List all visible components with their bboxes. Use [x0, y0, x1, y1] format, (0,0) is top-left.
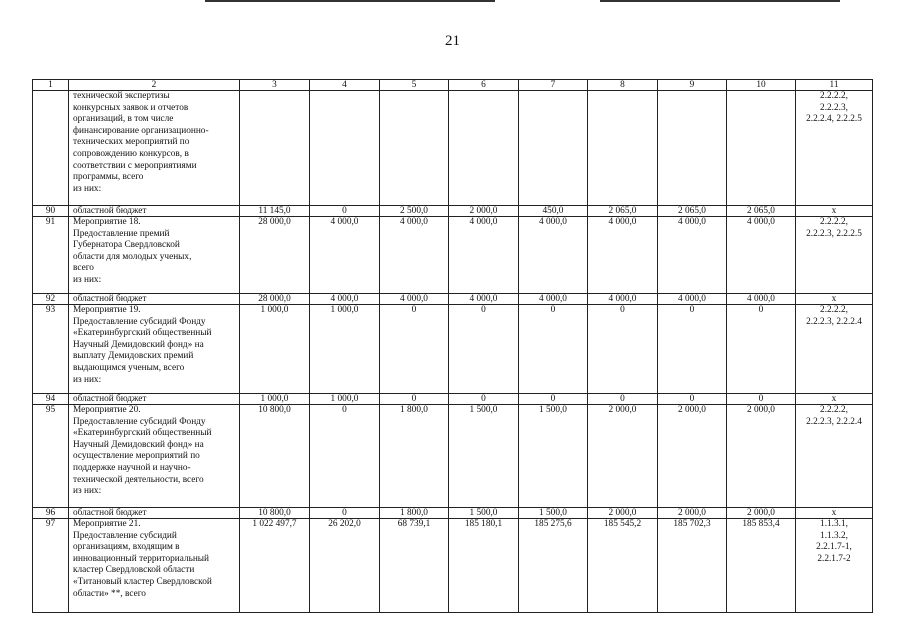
amount-cell-col-4: 0 [310, 206, 380, 217]
amount-cell-col-4 [310, 91, 380, 206]
row-description: областной бюджет [69, 508, 240, 519]
table-row [33, 217, 873, 294]
row-number: 92 [33, 294, 69, 305]
amount-cell-col-7 [519, 91, 588, 206]
amount-cell-col-6: 2 000,0 [449, 206, 519, 217]
amount-cell-col-3: 10 800,0 [240, 405, 310, 508]
amount-cell-col-9: 0 [658, 305, 727, 394]
amount-cell-col-7: 4 000,0 [519, 294, 588, 305]
amount-cell-col-4: 1 000,0 [310, 394, 380, 405]
top-rule-right [600, 0, 840, 2]
amount-cell-col-9: 185 702,3 [658, 519, 727, 613]
amount-cell-col-8: 2 065,0 [588, 206, 658, 217]
row-number: 97 [33, 519, 69, 613]
target-codes: 2.2.2.2, 2.2.2.3, 2.2.2.5 [796, 217, 873, 294]
amount-cell-col-9: 4 000,0 [658, 217, 727, 294]
amount-cell-col-9: 2 000,0 [658, 405, 727, 508]
amount-cell-col-6: 0 [449, 305, 519, 394]
amount-cell-col-10: 2 000,0 [727, 508, 796, 519]
table-body [33, 80, 873, 613]
row-number: 96 [33, 508, 69, 519]
table-row [33, 91, 873, 206]
amount-cell-col-10: 4 000,0 [727, 217, 796, 294]
amount-cell-col-5: 2 500,0 [380, 206, 449, 217]
amount-cell-col-10: 0 [727, 394, 796, 405]
row-description: Мероприятие 21. Предоставление субсидий организациям, входящим в инновационный территориальный кластер Свердловской области «Титановый кластер Свердловской области» **, всего [69, 519, 240, 613]
amount-cell-col-6 [449, 91, 519, 206]
row-number [33, 91, 69, 206]
table-row [33, 305, 873, 394]
budget-table [32, 79, 873, 613]
amount-cell-col-10: 0 [727, 305, 796, 394]
target-codes: 2.2.2.2, 2.2.2.3, 2.2.2.4 [796, 305, 873, 394]
amount-cell-col-7: 450,0 [519, 206, 588, 217]
column-header-11: 11 [796, 80, 873, 91]
amount-cell-col-6: 1 500,0 [449, 508, 519, 519]
amount-cell-col-6: 1 500,0 [449, 405, 519, 508]
column-header-8: 8 [588, 80, 658, 91]
amount-cell-col-4: 26 202,0 [310, 519, 380, 613]
row-description: областной бюджет [69, 206, 240, 217]
amount-cell-col-5: 4 000,0 [380, 294, 449, 305]
amount-cell-col-8: 2 000,0 [588, 405, 658, 508]
amount-cell-col-6: 4 000,0 [449, 294, 519, 305]
amount-cell-col-7: 1 500,0 [519, 508, 588, 519]
amount-cell-col-3: 28 000,0 [240, 294, 310, 305]
row-number: 91 [33, 217, 69, 294]
amount-cell-col-4: 0 [310, 508, 380, 519]
amount-cell-col-7: 0 [519, 305, 588, 394]
table-row [33, 405, 873, 508]
row-number: 90 [33, 206, 69, 217]
amount-cell-col-9: 2 065,0 [658, 206, 727, 217]
table-row [33, 519, 873, 613]
amount-cell-col-3: 1 000,0 [240, 394, 310, 405]
target-codes: x [796, 294, 873, 305]
amount-cell-col-6: 0 [449, 394, 519, 405]
amount-cell-col-8 [588, 91, 658, 206]
amount-cell-col-5: 0 [380, 394, 449, 405]
amount-cell-col-5: 1 800,0 [380, 405, 449, 508]
amount-cell-col-3: 28 000,0 [240, 217, 310, 294]
row-number: 94 [33, 394, 69, 405]
amount-cell-col-3 [240, 91, 310, 206]
amount-cell-col-3: 11 145,0 [240, 206, 310, 217]
target-codes: 2.2.2.2, 2.2.2.3, 2.2.2.4 [796, 405, 873, 508]
amount-cell-col-4: 4 000,0 [310, 217, 380, 294]
amount-cell-col-8: 0 [588, 394, 658, 405]
amount-cell-col-8: 4 000,0 [588, 294, 658, 305]
amount-cell-col-3: 1 022 497,7 [240, 519, 310, 613]
amount-cell-col-4: 4 000,0 [310, 294, 380, 305]
column-header-6: 6 [449, 80, 519, 91]
amount-cell-col-4: 0 [310, 405, 380, 508]
table-row [33, 508, 873, 519]
table-header-row [33, 80, 873, 91]
amount-cell-col-5: 0 [380, 305, 449, 394]
column-header-4: 4 [310, 80, 380, 91]
row-description: областной бюджет [69, 294, 240, 305]
row-number: 93 [33, 305, 69, 394]
column-header-2: 2 [69, 80, 240, 91]
amount-cell-col-3: 1 000,0 [240, 305, 310, 394]
amount-cell-col-8: 185 545,2 [588, 519, 658, 613]
column-header-7: 7 [519, 80, 588, 91]
amount-cell-col-9: 4 000,0 [658, 294, 727, 305]
target-codes: x [796, 206, 873, 217]
amount-cell-col-5: 1 800,0 [380, 508, 449, 519]
row-description: Мероприятие 18. Предоставление премий Губернатора Свердловской области для молодых ученых, всего из них: [69, 217, 240, 294]
amount-cell-col-10: 2 065,0 [727, 206, 796, 217]
column-header-10: 10 [727, 80, 796, 91]
column-header-5: 5 [380, 80, 449, 91]
row-description: технической экспертизы конкурсных заявок и отчетов организаций, в том числе финансирование организационно- технических мероприятий по сопровождению конкурсов, в соответствии с мероприятиями программы, всего из них: [69, 91, 240, 206]
amount-cell-col-7: 1 500,0 [519, 405, 588, 508]
column-header-1: 1 [33, 80, 69, 91]
table-row [33, 206, 873, 217]
table-row [33, 394, 873, 405]
amount-cell-col-7: 0 [519, 394, 588, 405]
row-description: областной бюджет [69, 394, 240, 405]
row-number: 95 [33, 405, 69, 508]
amount-cell-col-10: 2 000,0 [727, 405, 796, 508]
amount-cell-col-5: 4 000,0 [380, 217, 449, 294]
target-codes: x [796, 508, 873, 519]
amount-cell-col-4: 1 000,0 [310, 305, 380, 394]
table-row [33, 294, 873, 305]
amount-cell-col-10 [727, 91, 796, 206]
row-description: Мероприятие 19. Предоставление субсидий Фонду «Екатеринбургский общественный Научный Демидовский фонд» на выплату Демидовских премий выдающимся ученым, всего из них: [69, 305, 240, 394]
amount-cell-col-7: 4 000,0 [519, 217, 588, 294]
amount-cell-col-6: 4 000,0 [449, 217, 519, 294]
amount-cell-col-5 [380, 91, 449, 206]
amount-cell-col-10: 4 000,0 [727, 294, 796, 305]
page-number: 21 [445, 33, 460, 49]
amount-cell-col-5: 68 739,1 [380, 519, 449, 613]
amount-cell-col-9 [658, 91, 727, 206]
amount-cell-col-8: 2 000,0 [588, 508, 658, 519]
amount-cell-col-9: 0 [658, 394, 727, 405]
amount-cell-col-8: 4 000,0 [588, 217, 658, 294]
column-header-9: 9 [658, 80, 727, 91]
target-codes: x [796, 394, 873, 405]
amount-cell-col-8: 0 [588, 305, 658, 394]
amount-cell-col-9: 2 000,0 [658, 508, 727, 519]
amount-cell-col-10: 185 853,4 [727, 519, 796, 613]
target-codes: 2.2.2.2, 2.2.2.3, 2.2.2.4, 2.2.2.5 [796, 91, 873, 206]
amount-cell-col-3: 10 800,0 [240, 508, 310, 519]
row-description: Мероприятие 20. Предоставление субсидий Фонду «Екатеринбургский общественный Научный Демидовский фонд» на осуществление мероприятий по поддержке научной и научно- технической деятельности, всего из них: [69, 405, 240, 508]
target-codes: 1.1.3.1, 1.1.3.2, 2.2.1.7-1, 2.2.1.7-2 [796, 519, 873, 613]
amount-cell-col-6: 185 180,1 [449, 519, 519, 613]
column-header-3: 3 [240, 80, 310, 91]
amount-cell-col-7: 185 275,6 [519, 519, 588, 613]
top-rule-left [205, 0, 495, 2]
